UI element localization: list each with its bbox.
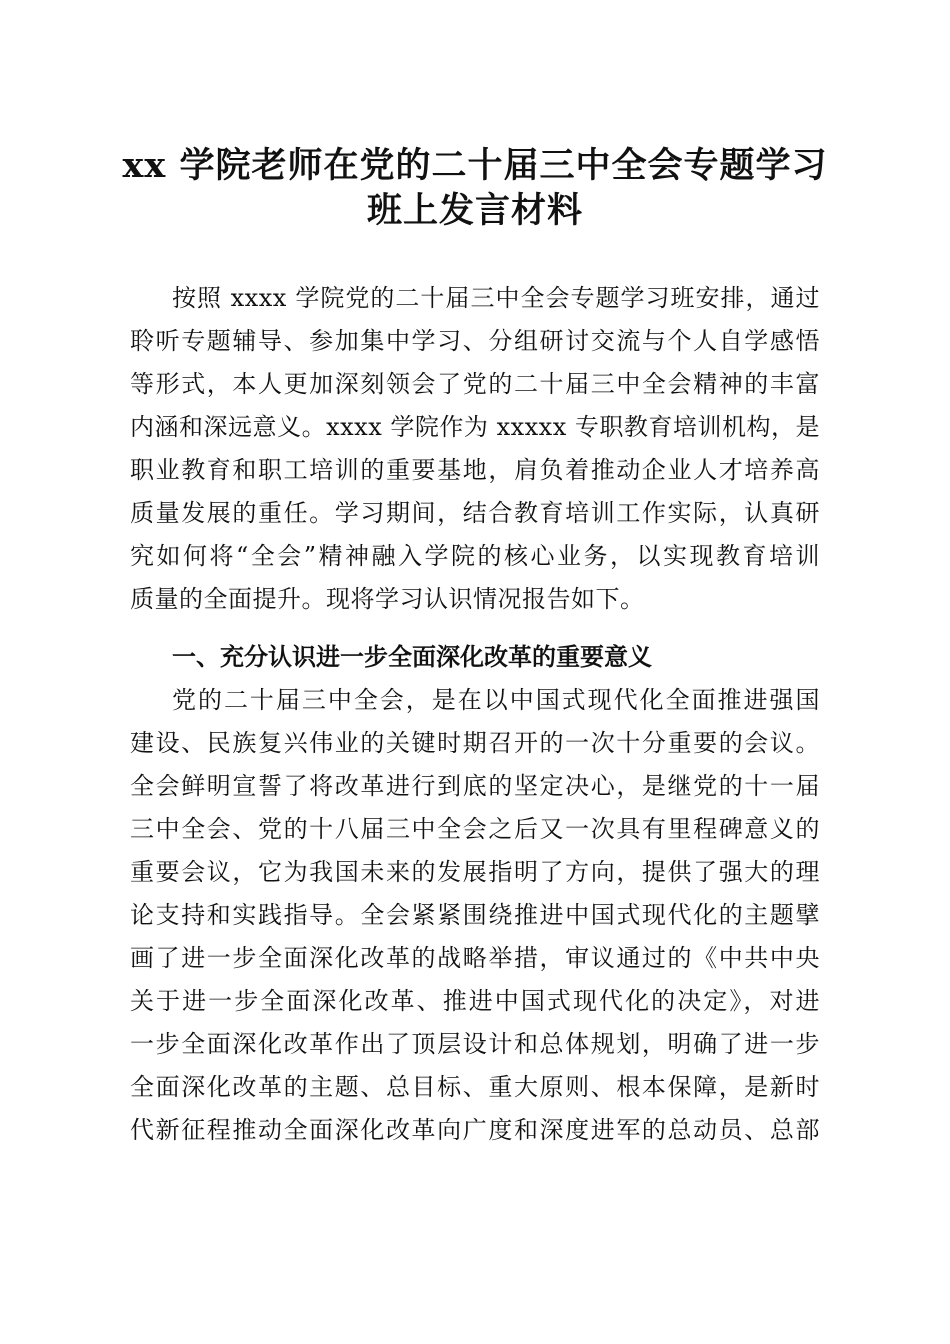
text-line: 职业教育和职工培训的重要基地，肩负着推动企业人才培养高 xyxy=(130,456,820,484)
text-line: 全会鲜明宣誓了将改革进行到底的坚定决心，是继党的十一届 xyxy=(130,772,820,800)
text-line: 全面深化改革的主题、总目标、重大原则、根本保障，是新时 xyxy=(130,1073,820,1101)
section-heading-1: 一、充分认识进一步全面深化改革的重要意义 xyxy=(172,643,652,671)
text-line: 内涵和深远意义。xxxx 学院作为 xxxxx 专职教育培训机构，是 xyxy=(130,413,820,441)
text-line: 质量的全面提升。现将学习认识情况报告如下。 xyxy=(130,585,645,613)
text-line: 按照 xxxx 学院党的二十届三中全会专题学习班安排，通过 xyxy=(172,284,820,312)
text-line: 一步全面深化改革作出了顶层设计和总体规划，明确了进一步 xyxy=(130,1030,820,1058)
text-line: 党的二十届三中全会，是在以中国式现代化全面推进强国 xyxy=(172,686,820,714)
text-line: 等形式，本人更加深刻领会了党的二十届三中全会精神的丰富 xyxy=(130,370,820,398)
text-line: 重要会议，它为我国未来的发展指明了方向，提供了强大的理 xyxy=(130,858,820,886)
text-line: 聆听专题辅导、参加集中学习、分组研讨交流与个人自学感悟 xyxy=(130,327,820,355)
text-line: 关于进一步全面深化改革、推进中国式现代化的决定》，对进 xyxy=(130,987,820,1015)
text-line: 质量发展的重任。学习期间，结合教育培训工作实际，认真研 xyxy=(130,499,820,527)
document-title-line-2: 班上发言材料 xyxy=(366,190,583,231)
text-line: 建设、民族复兴伟业的关键时期召开的一次十分重要的会议。 xyxy=(130,729,820,757)
text-line: 画了进一步全面深化改革的战略举措，审议通过的《中共中央 xyxy=(130,944,820,972)
text-line: 三中全会、党的十八届三中全会之后又一次具有里程碑意义的 xyxy=(130,815,820,843)
text-line: 论支持和实践指导。全会紧紧围绕推进中国式现代化的主题擘 xyxy=(130,901,820,929)
text-line: 究如何将“全会”精神融入学院的核心业务，以实现教育培训 xyxy=(130,542,820,570)
text-line: 代新征程推动全面深化改革向广度和深度进军的总动员、总部 xyxy=(130,1116,820,1144)
document-title-line-1: xx 学院老师在党的二十届三中全会专题学习 xyxy=(122,145,828,186)
